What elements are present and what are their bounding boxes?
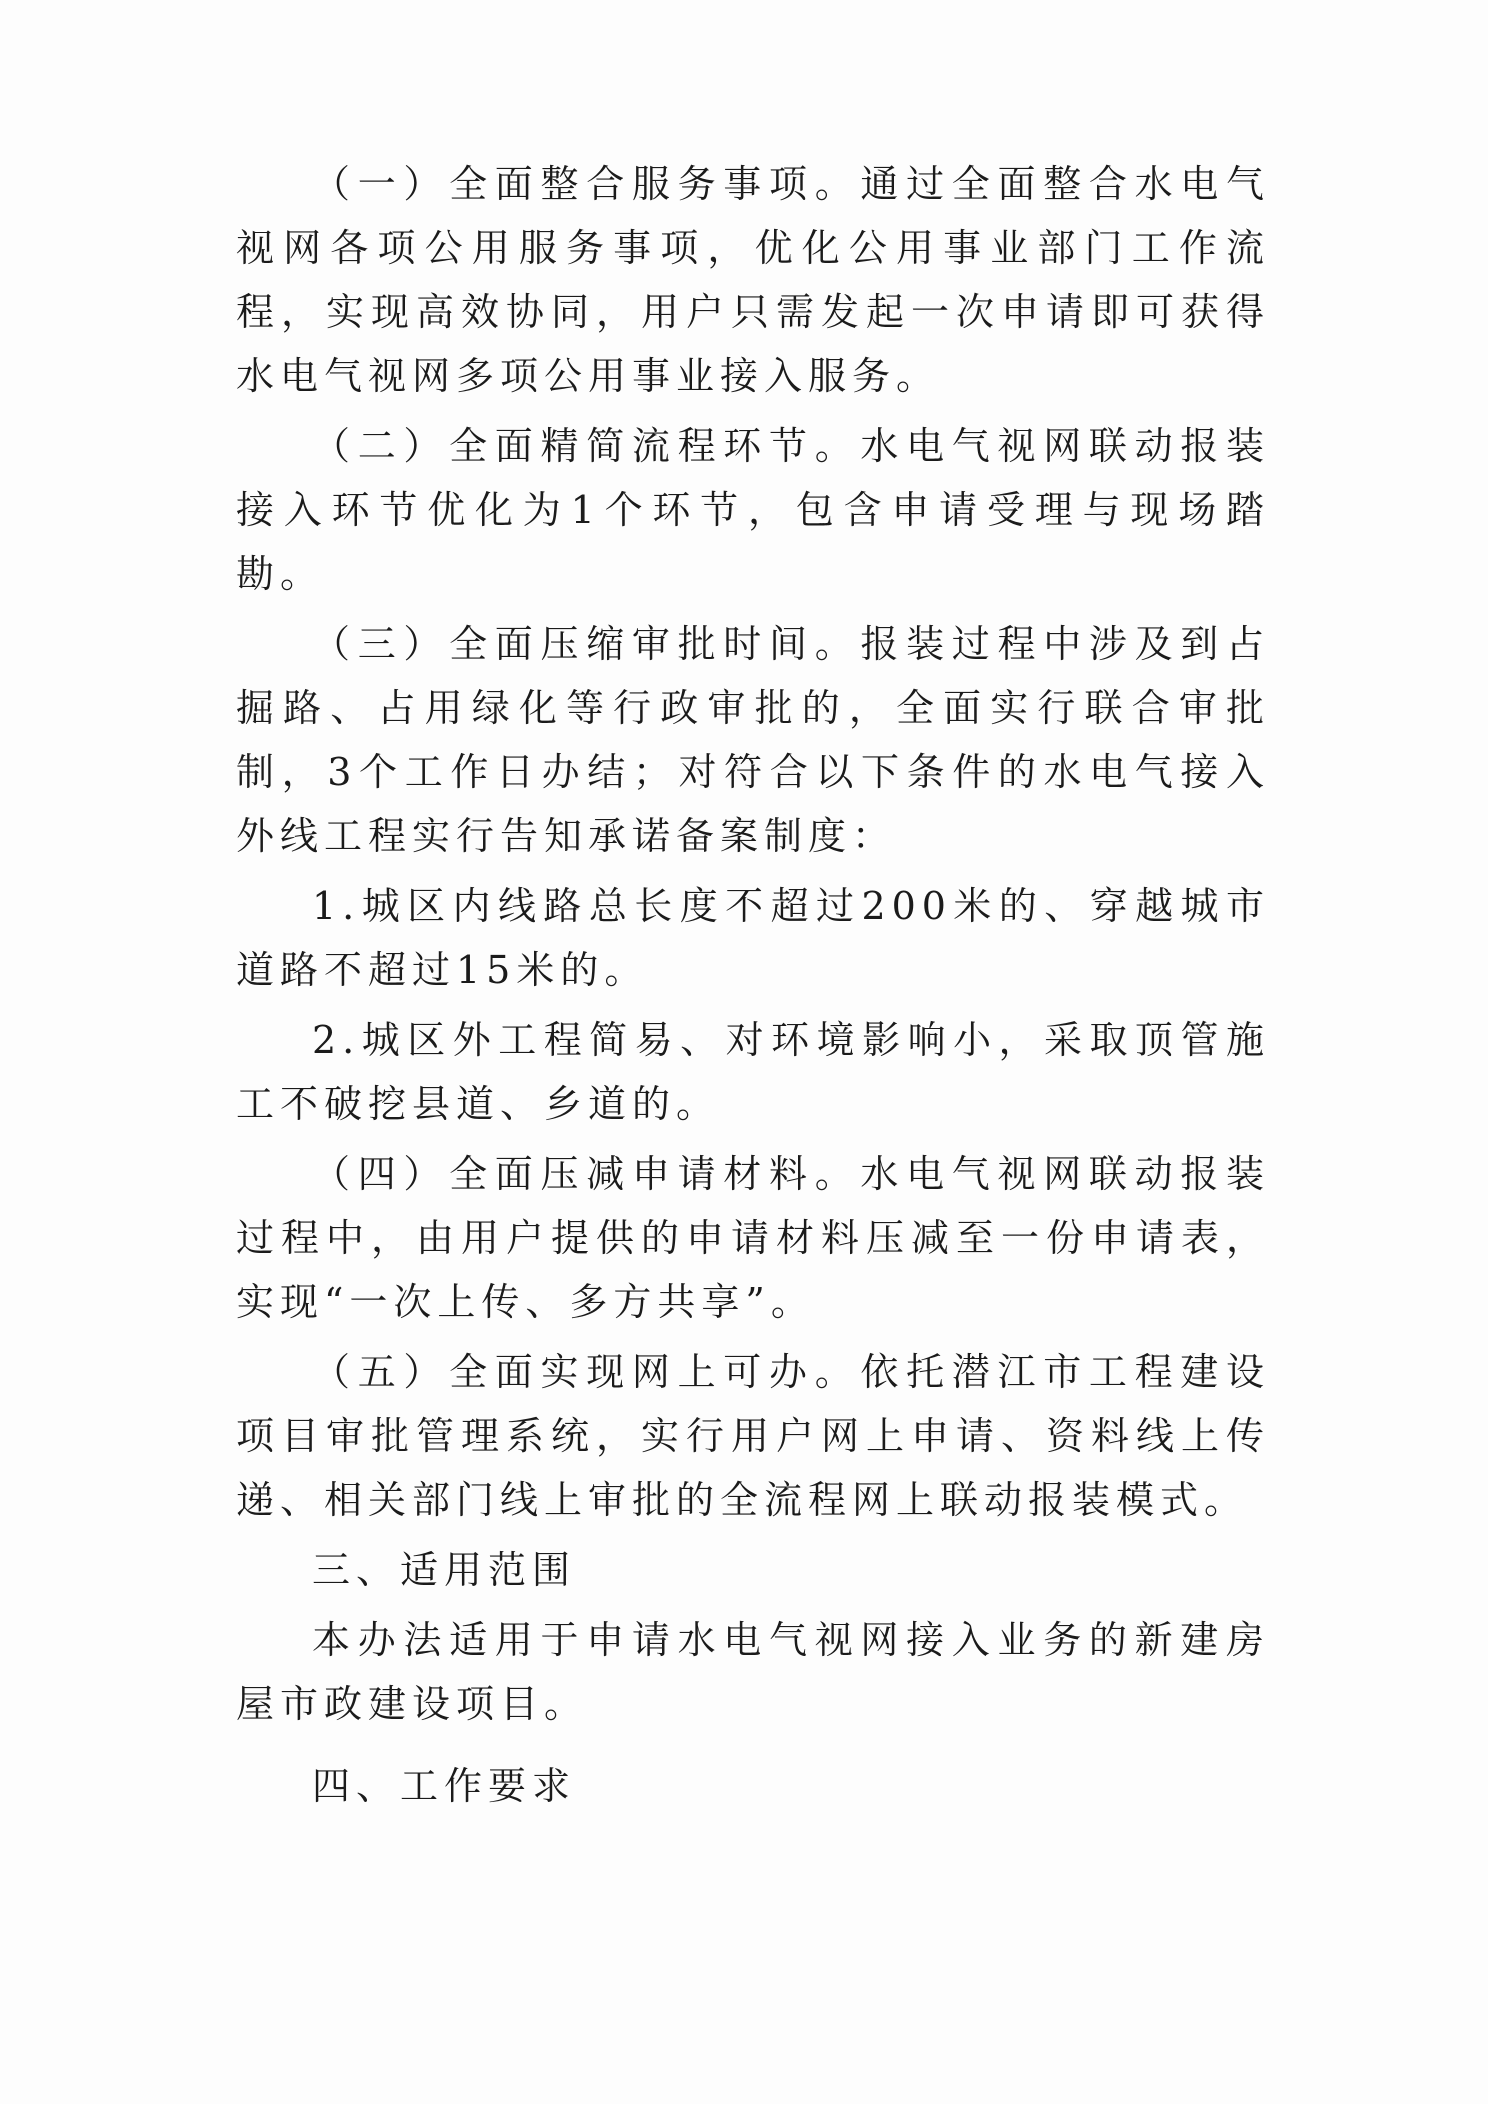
section-heading-scope: 三、适用范围 (312, 1548, 577, 1592)
document-body (236, 152, 1270, 1818)
paragraph-simplify-process: （二）全面精简流程环节。水电气视网联动报装接入环节优化为1个环节，包含申请受理与现场踏勘。 (236, 424, 1270, 596)
paragraph-condition-1: 1.城区内线路总长度不超过200米的、穿越城市道路不超过15米的。 (236, 884, 1270, 992)
section-heading-requirements: 四、工作要求 (312, 1764, 577, 1808)
paragraph-compress-approval-time: （三）全面压缩审批时间。报装过程中涉及到占掘路、占用绿化等行政审批的，全面实行联合审批制，3个工作日办结；对符合以下条件的水电气接入外线工程实行告知承诺备案制度： (236, 622, 1270, 858)
paragraph-condition-2: 2.城区外工程简易、对环境影响小，采取顶管施工不破挖县道、乡道的。 (236, 1018, 1270, 1126)
paragraph-reduce-materials: （四）全面压减申请材料。水电气视网联动报装过程中，由用户提供的申请材料压减至一份申请表，实现“一次上传、多方共享”。 (236, 1152, 1270, 1324)
paragraph-online-service: （五）全面实现网上可办。依托潜江市工程建设项目审批管理系统，实行用户网上申请、资料线上传递、相关部门线上审批的全流程网上联动报装模式。 (236, 1350, 1270, 1522)
paragraph-integrate-services: （一）全面整合服务事项。通过全面整合水电气视网各项公用服务事项，优化公用事业部门工作流程，实现高效协同，用户只需发起一次申请即可获得水电气视网多项公用事业接入服务。 (236, 162, 1270, 398)
paragraph-scope: 本办法适用于申请水电气视网接入业务的新建房屋市政建设项目。 (236, 1618, 1270, 1726)
